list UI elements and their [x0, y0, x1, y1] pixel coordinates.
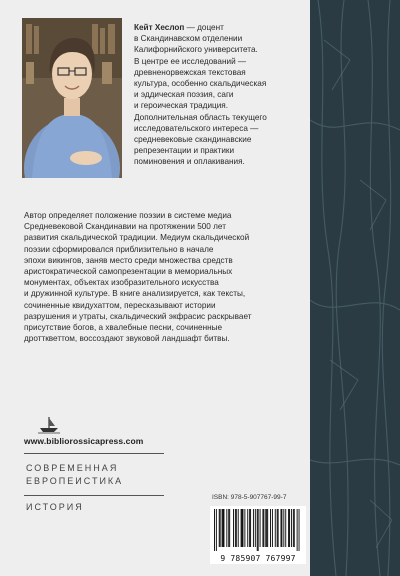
isbn-label: ISBN: 978-5-907767-99-7 — [212, 494, 287, 501]
series-line: СОВРЕМЕННАЯ — [26, 463, 119, 473]
annotation-line: аристократической самопрезентации в мемориальных — [24, 267, 233, 277]
cover-art-strip — [310, 0, 400, 576]
annotation-line: Средневековой Скандинавии на протяжении 500 лет — [24, 222, 226, 232]
annotation-line: Автор определяет положение поэзии в системе медиа — [24, 211, 232, 220]
bio-line: — доцент — [184, 23, 224, 32]
bio-line: древненорвежская текстовая — [134, 67, 246, 77]
author-name: Кейт Хеслоп — [134, 23, 185, 32]
bio-line: Калифорнийского университета. — [134, 45, 258, 55]
annotation-line: поэзии сформировался приблизительно в начале — [24, 244, 214, 254]
book-annotation — [24, 210, 300, 344]
annotation-line: разрушения и утраты, скальдический экфрасис раскрывает — [24, 311, 252, 321]
bio-line: и эддическая поэзия, саги — [134, 90, 234, 100]
annotation-line: монументах, объектах изобразительного искусства — [24, 278, 219, 288]
annotation-line: присутствие богов, а хвалебные песни, сочиненные — [24, 323, 223, 333]
bio-line: культура, особенно скальдическая — [134, 79, 267, 89]
bio-line: репрезентации и практики — [134, 146, 235, 156]
annotation-line: дротткветтом, воссоздают звуковой ландшафт битвы. — [24, 334, 230, 344]
barcode-number: 9 785907 767997 — [220, 554, 296, 563]
bio-line: и героическая традиция. — [134, 101, 229, 111]
annotation-line: и дружинной культуре. В книге анализируется, как тексты, — [24, 289, 246, 299]
barcode-bars — [210, 506, 306, 552]
author-photo — [22, 18, 122, 178]
barcode — [210, 506, 306, 564]
bio-line: исследовательского интереса — — [134, 123, 259, 133]
bio-line: поминовения и оплакивания. — [134, 157, 245, 167]
divider — [24, 453, 164, 454]
author-bio — [134, 22, 304, 168]
publisher-website[interactable]: www.bibliorossicapress.com — [24, 436, 144, 446]
annotation-line: эпохи викингов, заняв место среди множества средств — [24, 255, 233, 265]
reed-pattern-graphic — [310, 0, 400, 576]
bio-line: в Скандинавском отделении — [134, 34, 243, 44]
divider — [24, 495, 164, 496]
series-title — [26, 462, 123, 488]
series-line: ЕВРОПЕИСТИКА — [26, 476, 124, 486]
bio-line: Дополнительная область текущего — [134, 112, 267, 122]
annotation-line: сочиненные квидухаттом, пересказывают истории — [24, 300, 216, 310]
annotation-line: развития скальдической традиции. Медиум скальдической — [24, 233, 250, 243]
bio-line: В центре ее исследований — — [134, 56, 247, 66]
bio-line: средневековые скандинавские — [134, 135, 252, 145]
subseries-title: ИСТОРИЯ — [26, 502, 84, 512]
